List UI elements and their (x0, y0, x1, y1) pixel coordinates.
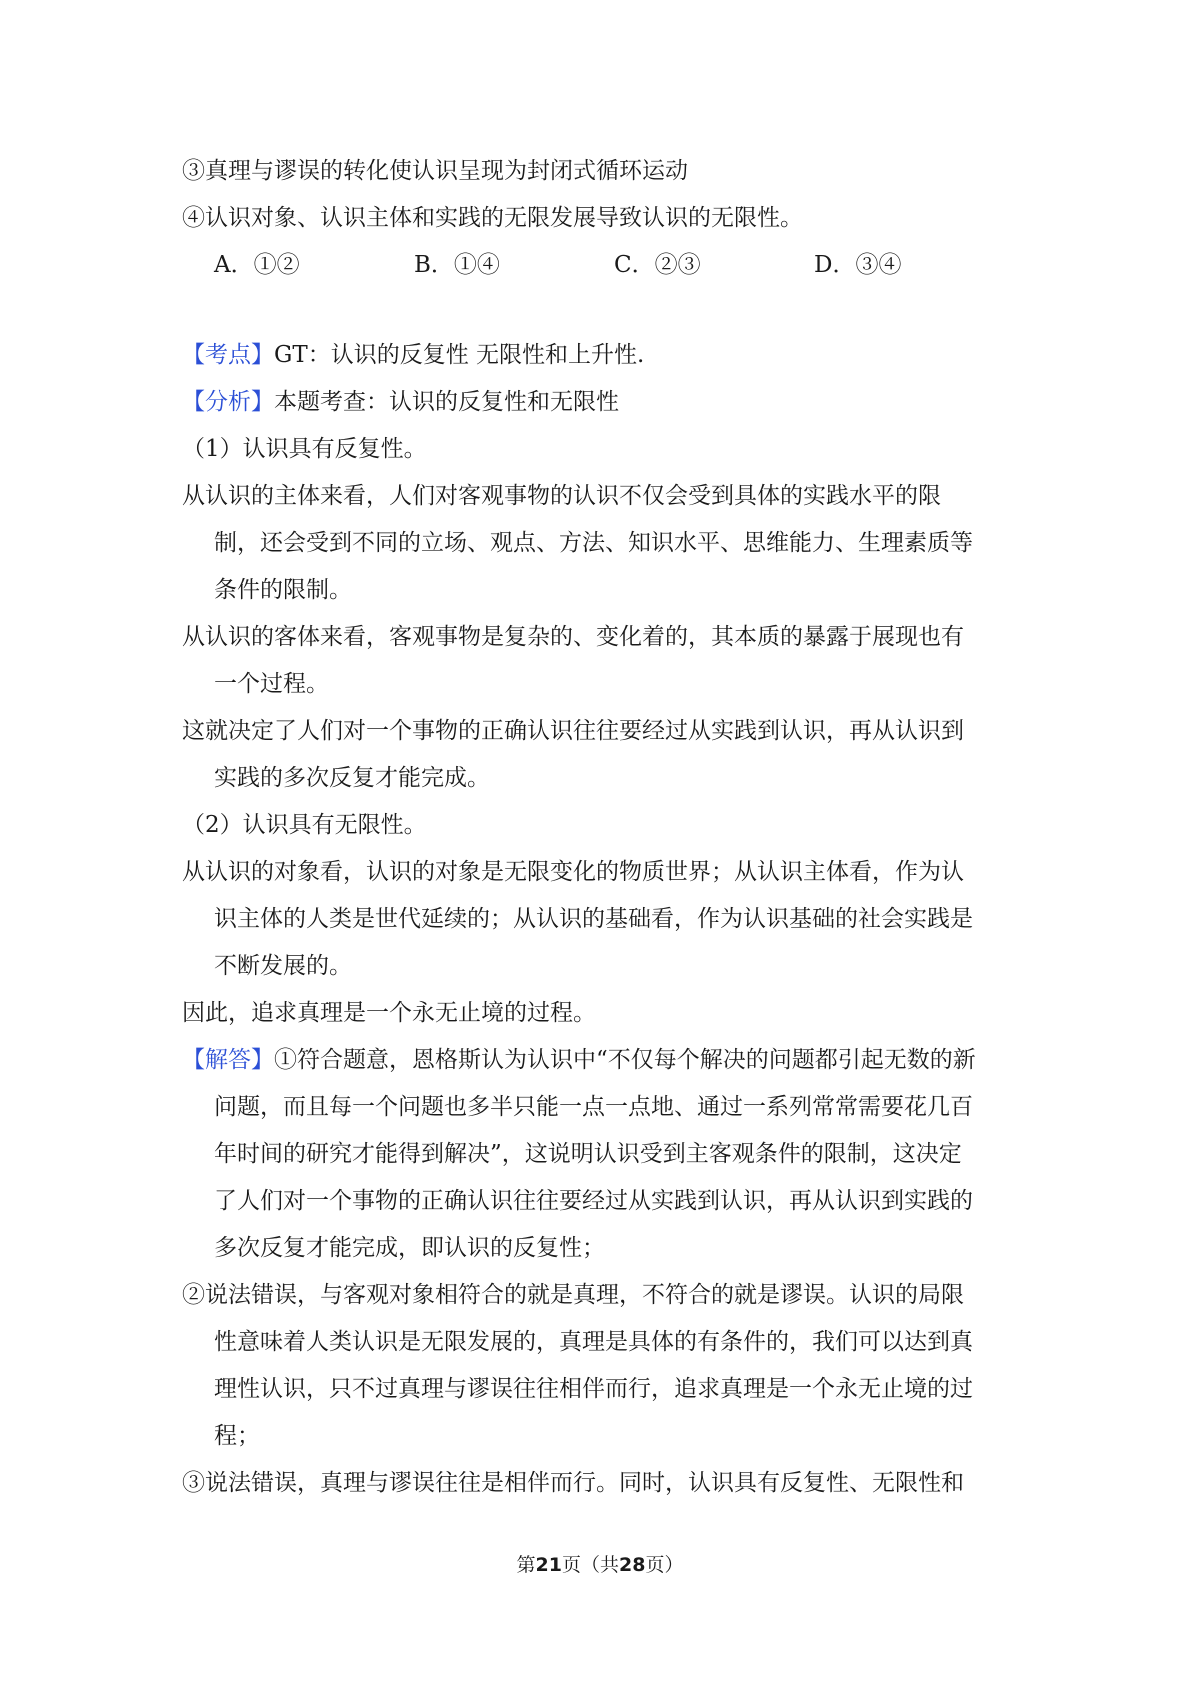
kaodian-tag: 【考点】 (182, 342, 274, 368)
fenxi-point-1-title: （1）认识具有反复性。 (182, 436, 427, 462)
question-item-3: ③真理与谬误的转化使认识呈现为封闭式循环运动 (182, 158, 688, 184)
fenxi-line (182, 379, 1032, 426)
footer-middle: 页（共 (561, 1554, 619, 1576)
jieda-para-line: 程； (214, 1423, 260, 1449)
footer-total-pages: 28 (619, 1554, 646, 1576)
jieda-para-line: 多次反复才能完成，即认识的反复性； (214, 1235, 605, 1261)
jieda-line (182, 1037, 1032, 1084)
jieda-para-line: ②说法错误，与客观对象相符合的就是真理，不符合的就是谬误。认识的局限 (182, 1282, 964, 1308)
fenxi-para-line: 制，还会受到不同的立场、观点、方法、知识水平、思维能力、生理素质等 (214, 530, 973, 556)
question-item-4: ④认识对象、认识主体和实践的无限发展导致认识的无限性。 (182, 205, 803, 231)
jieda-tag: 【解答】 (182, 1047, 274, 1073)
jieda-para-line: 年时间的研究才能得到解决”，这说明认识受到主客观条件的限制，这决定 (214, 1141, 962, 1167)
fenxi-point-2-title: （2）认识具有无限性。 (182, 812, 427, 838)
fenxi-text: 本题考查：认识的反复性和无限性 (274, 389, 619, 415)
page-content (182, 148, 1032, 1507)
jieda-para-line: 性意味着人类认识是无限发展的，真理是具体的有条件的，我们可以达到真 (214, 1329, 973, 1355)
fenxi-conclusion: 因此，追求真理是一个永无止境的过程。 (182, 1000, 596, 1026)
spacer (182, 289, 1032, 332)
fenxi-para-line: 识主体的人类是世代延续的；从认识的基础看，作为认识基础的社会实践是 (214, 906, 973, 932)
option-b: B．①④ (414, 252, 500, 278)
fenxi-para-line: 一个过程。 (214, 671, 329, 697)
answer-options (182, 242, 1032, 289)
jieda-para-line: 了人们对一个事物的正确认识往往要经过从实践到认识，再从认识到实践的 (214, 1188, 973, 1214)
option-d: D．③④ (814, 252, 902, 278)
page-footer (0, 1551, 1200, 1579)
fenxi-para-line: 不断发展的。 (214, 953, 352, 979)
footer-page-number: 21 (535, 1554, 562, 1576)
jieda-para-line: ③说法错误，真理与谬误往往是相伴而行。同时，认识具有反复性、无限性和 (182, 1470, 964, 1496)
fenxi-para-line: 这就决定了人们对一个事物的正确认识往往要经过从实践到认识，再从认识到 (182, 718, 964, 744)
jieda-first-text: ①符合题意，恩格斯认为认识中“不仅每个解决的问题都引起无数的新 (274, 1047, 976, 1073)
fenxi-para-line: 从认识的对象看，认识的对象是无限变化的物质世界；从认识主体看，作为认 (182, 859, 964, 885)
fenxi-tag: 【分析】 (182, 389, 274, 415)
footer-prefix: 第 (516, 1554, 536, 1576)
jieda-para-line: 问题，而且每一个问题也多半只能一点一点地、通过一系列常常需要花几百 (214, 1094, 973, 1120)
jieda-para-line: 理性认识，只不过真理与谬误往往相伴而行，追求真理是一个永无止境的过 (214, 1376, 973, 1402)
option-c: C．②③ (614, 252, 701, 278)
option-a: A．①② (214, 252, 300, 278)
kaodian-line (182, 332, 1032, 379)
fenxi-para-line: 从认识的主体来看，人们对客观事物的认识不仅会受到具体的实践水平的限 (182, 483, 941, 509)
footer-suffix: 页） (645, 1554, 684, 1576)
kaodian-text: GT：认识的反复性 无限性和上升性. (274, 342, 645, 368)
fenxi-para-line: 条件的限制。 (214, 577, 352, 603)
fenxi-para-line: 实践的多次反复才能完成。 (214, 765, 490, 791)
fenxi-para-line: 从认识的客体来看，客观事物是复杂的、变化着的，其本质的暴露于展现也有 (182, 624, 964, 650)
